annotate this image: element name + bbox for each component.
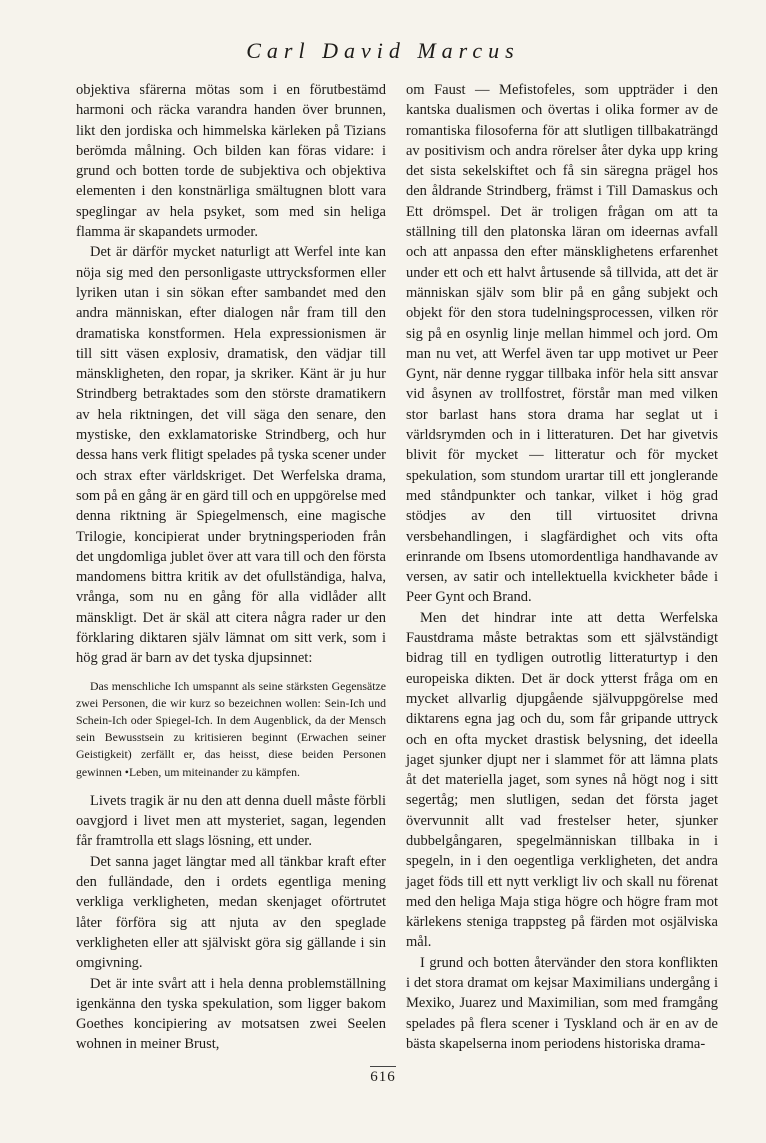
- paragraph: I grund och botten återvänder den stora konflikten i det stora dramat om kejsar Maximilians undergång i Mexiko, Juarez und Maximilian, som med framgång spelades på flera scener i Tyskland och är en av de bästa skapelserna inom periodens historiska drama-: [406, 954, 718, 1052]
- paragraph: Det sanna jaget längtar med all tänkbar kraft efter den fulländade, den i ordets egentliga mening verkliga verkligheten, medan skenjaget oförtrutet låter förföra sig att njuta av den speglade verkligheten eller att själviskt göra sig gällande i sin omgivning.: [76, 853, 386, 972]
- paragraph: Men det hindrar inte att detta Werfelska Faustdrama måste betraktas som ett självständigt bidrag till en tydligen outrotlig litteraturtyp i den europeiska dikten. Det är dock ytterst fråga om en mycket allvarlig djupgående självuppgörelse med diktarens egna jag och du, som får gripande uttryck och en ofta mycket drastisk belysning, det ideella jaget sjunker djupt ner i slammet för att lämna plats åt det materiella jaget, som synes nå högt nog i sitt segertåg; men slutligen, sedan det första jaget övervunnit allt vad frestelser heter, sjunker dubbelgångaren, spegelmänniskan tillbaka in i spegeln, in i den oegentliga verkligheten, det andra jaget föds till ett nytt verkligt liv och skall nu förenat med den heliga Maja stiga högre och högre fram mot kärlekens steniga trappsteg på färden mot osjälviska mål.: [406, 609, 718, 951]
- right-column: [406, 80, 718, 1054]
- page-number: [0, 1066, 766, 1086]
- page-number-text: 616: [370, 1066, 396, 1086]
- block-quote: [76, 678, 386, 781]
- paragraph: objektiva sfärerna mötas som i en förutbestämd harmoni och räcka varandra handen över brunnen, likt den jordiska och himmelska kärleken på Tizians berömda målning. Och bilden kan föras vidare: i grund och botten torde de subjektiva och objektiva elementen i den konstnärliga smältugnen blott vara speglingar av hela psyket, som med sin heliga flamma är skapandets urmoder.: [76, 82, 386, 241]
- paragraph: om Faust — Mefistofeles, som uppträder i den kantska dualismen och övertas i olika former av de romantiska filosoferna för att slutligen tillbakaträngd av positivism och andra rörelser åter dyka upp kring det sista sekelskiftet och få sin säregna prägel hos den åldrande Strindberg, främst i Till Damaskus och Ett drömspel. Det är troligen frågan om att ta ställning till den platonska läran om ideernas avfall och att anpassa den efter mänsklighetens erfarenhet under ett och ett halvt årtusende så tillvida, att det är människan själv som blir på en gång subjekt och objekt för den stora tudelningsprocessen, vilken rör sig på en osynlig linje mellan himmel och jord. Om man nu vet, att Werfel även tar upp motivet ur Peer Gynt, när denne ryggar tillbaka inför hela sitt ansvar vid åsynen av trollfostret, förstår man med vilken stor barlast hans stora drama har seglat ut i världsrymden och in i litteraturen. Det har givetvis blivit för mycket — litteratur och för mycket spekulation, som stundom urartar till ett jonglerande med ståndpunkter och tankar, vilket i hög grad stödjes av den till virtuositet drivna versbehandlingen, i slagfärdighet och vits ofta erinrande om Ibsens utomordentliga handhavande av versen, av satir och intellektuella kvickheter både i Peer Gynt och Brand.: [406, 82, 718, 606]
- paragraph: Livets tragik är nu den att denna duell måste förbli oavgjord i livet men att mysteriet, sagan, legenden får framtrolla ett slags lösning, ett under.: [76, 792, 386, 850]
- paragraph: Det är därför mycket naturligt att Werfel inte kan nöja sig med den personligaste uttrycksformen eller lyriken utan i sin sökan efter sambandet med den andra människan, efter dialogen når fram till den dramatiska konstformen. Hela expressionismen är till sitt väsen explosiv, dramatisk, den vädjar till mänskligheten, den ropar, ja skriker. Känt är ju hur Strindberg betraktades som den störste dramatikern av hela riktningen, det vill säga den senare, den mystiske, den exklamatoriske Strindberg, och hur dessa hans verk flitigt spelades på tyska scener under och strax efter världskriget. Det Werfelska drama, som på en gång är en gärd till och en uppgörelse med denna riktning är Spiegelmensch, eine magische Trilogie, koncipierat under brytningsperioden från det ungdomliga jublet över att vara till och den första mandomens bittra kritik av det ofullständiga, halva, vrånga, som nu en gång för alla vidlåder allt mänskligt. Det är skäl att citera några rader ur den förklaring diktaren själv lämnat om sitt verk, som i hög grad är barn av det tyska djupsinnet:: [76, 244, 386, 667]
- left-column: [76, 80, 386, 1055]
- paragraph: Det är inte svårt att i hela denna problemställning igenkänna den tyska spekulation, som ligger bakom Goethes koncipiering av motsatsen zwei Seelen wohnen in meiner Brust,: [76, 975, 386, 1053]
- running-title: Carl David Marcus: [246, 38, 520, 63]
- quote-text: Das menschliche Ich umspannt als seine stärksten Gegensätze zwei Personen, die wir kurz so bezeichnen wollen: Sein-Ich und Schein-Ich oder Spiegel-Ich. In dem Augenblick, da der Mensch sein Bewusstsein zu kritisieren beginnt (Erwachen seiner Geistigkeit) zerfällt er, das heisst, diese beiden Personen gewinnen •Leben, um miteinander zu kämpfen.: [76, 678, 386, 779]
